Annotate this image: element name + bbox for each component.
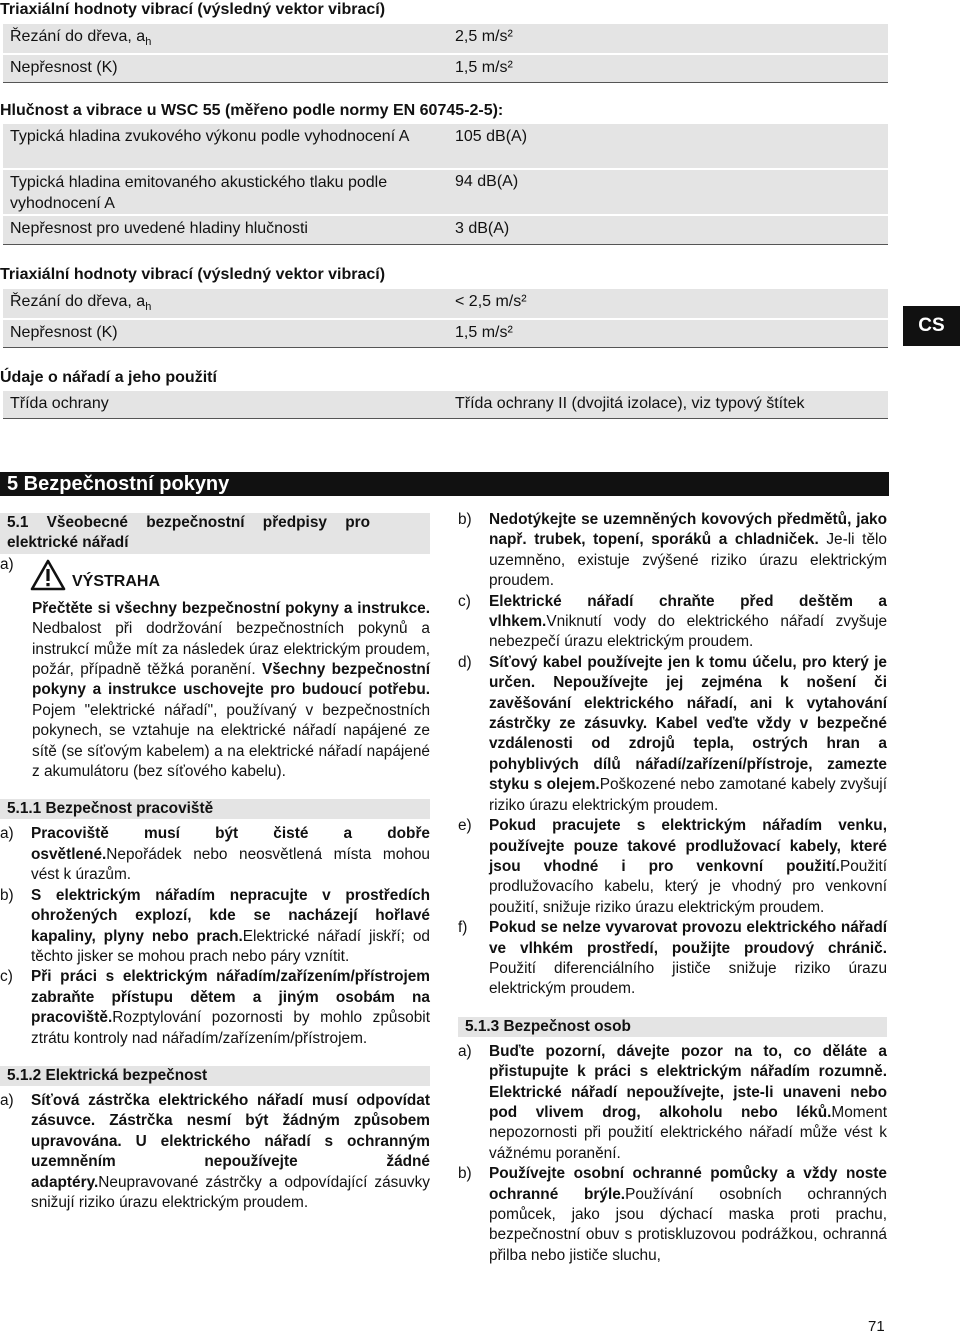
table-row: Typická hladina zvukového výkonu podle vyhodnocení A 105 dB(A) [3, 124, 888, 169]
left-column [0, 513, 430, 1213]
section-5-1-heading: 5.1 Všeobecné bezpečnostní předpisy pro elektrické nářadí [0, 513, 430, 554]
warning-block: a) VÝSTRAHA Přečtěte si všechny bezpečnostní pokyny a instrukce. Nedbalost při dodržování bezpečnostních pokynů a instrukcí může mít za následek úraz elektrickým proudem, požár, případně těžká poranění. Všechny bezpečnostní pokyny a instrukce uschovejte pro budoucí potřebu. Pojem "elektrické nářadí", používaný v bezpečnostních pokynech, se vztahuje na elektrické nářadí napájené ze sítě (se síťovým kabelem) a na elektrické nářadí napájené z akumulátoru (bez síťového kabelu). [0, 563, 430, 783]
table-row: Třída ochrany Třída ochrany II (dvojitá izolace), viz typový štítek [3, 391, 888, 419]
table-row: Řezání do dřeva, $a_h$ < 2,5 m/s² [3, 289, 888, 319]
list-item: a) Síťová zástrčka elektrického nářadí musí odpovídat zásuvce. Zástrčka nesmí být žádným způsobem upravována. U elektrického nářadí s ochranným uzemněním nepoužívejte žádné adaptéry.Neupravované zástrčky a odpovídající zásuvky snižují riziko úrazu elektrickým proudem. [0, 1091, 430, 1211]
section-5-1-2-heading: 5.1.2 Elektrická bezpečnost [0, 1066, 430, 1086]
chapter-title: 5 Bezpečnostní pokyny [0, 472, 889, 496]
list-item: a) Pracoviště musí být čisté a dobře osvětlené.Nepořádek nebo neosvětlená místa mohou vést k úrazům. [0, 825, 430, 884]
table-row: Řezání do dřeva, $a_h$ 2,5 m/s² [3, 24, 888, 54]
tool-table [3, 391, 888, 419]
list-item: b) Nedotýkejte se uzemněných kovových předmětů, jako např. trubek, topení, sporáků a chladniček. Je-li tělo uzemněno, existuje zvýšené riziko úrazu elektrickým proudem. [458, 511, 887, 590]
section-5-1-1-heading: 5.1.1 Bezpečnost pracoviště [0, 799, 430, 819]
noise-heading: Hlučnost a vibrace u WSC 55 (měřeno podle normy EN 60745-2-5): [0, 102, 504, 119]
vibration-table-2 [3, 289, 888, 348]
table-row: Nepřesnost (K) 1,5 m/s² [3, 319, 888, 348]
list-item: c) Při práci s elektrickým nářadím/zařízením/přístrojem zabraňte přístupu dětem a jiným osobám na pracoviště.Rozptylování pozornosti by mohlo způsobit ztrátu kontroly nad nářadím/zařízením/přístrojem. [0, 968, 430, 1047]
list-item: b) S elektrickým nářadím nepracujte v prostředích ohrožených explozí, kde se nacházejí hořlavé kapaliny, plyny nebo prach.Elektrické nářadí jiskří; od těchto jisker se mohou prach nebo páry vznítit. [0, 886, 430, 965]
list-item: c) Elektrické nářadí chraňte před deštěm a vlhkem.Vniknutí vody do elektrického nářadí zvyšuje nebezpečí úrazu elektrickým proudem. [458, 592, 887, 651]
page-number: 71 [868, 1318, 885, 1335]
list-item: d) Síťový kabel používejte jen k tomu účelu, pro který je určen. Nepoužívejte jej zejména k nošení či zavěšování elektrického nářadí, ani k vytahování zástrčky ze zásuvky. Kabel veďte vždy v bezpečné vzdálenosti od zdrojů tepla, ostrých hran a pohyblivých dílů nářadí/zařízení/přístroje, zamezte styku s olejem.Poškozené nebo zamotané kabely zvyšují riziko úrazu elektrickým proudem. [458, 653, 887, 814]
table-row: Nepřesnost pro uvedené hladiny hlučnosti 3 dB(A) [3, 215, 888, 245]
list-item: b) Používejte osobní ochranné pomůcky a vždy noste ochranné brýle.Používání osobních ochranných pomůcek, jako jsou dýchací maska proti prachu, bezpečnostní obuv s protiskluzovou podrážkou, ochranná přilba nebo jističe sluchu, [458, 1165, 887, 1264]
vibration-heading-1: Triaxiální hodnoty vibrací (výsledný vektor vibrací) [0, 1, 386, 18]
list-item: f) Pokud se nelze vyvarovat provozu elektrického nářadí ve vlhkém prostředí, použijte proudový chránič. Použití diferenciálního jističe snižuje riziko úrazu elektrickým proudem. [458, 919, 887, 998]
tool-heading: Údaje o nářadí a jeho použití [0, 369, 217, 386]
noise-table [3, 124, 888, 245]
list-item: e) Pokud pracujete s elektrickým nářadím venku, používejte pouze takové prodlužovací kabely, které jsou vhodné i pro venkovní použití.Použití prodlužovacího kabelu, který je vhodný pro venkovní použití, snižuje riziko úrazu elektrickým proudem. [458, 817, 887, 916]
warning-header [32, 563, 430, 599]
warning-text: Přečtěte si všechny bezpečnostní pokyny a instrukce. Nedbalost při dodržování bezpečnostních pokynů a instrukcí může mít za následek úraz elektrickým proudem, požár, případně těžká poranění. Všechny bezpečnostní pokyny a instrukce uschovejte pro budoucí potřebu. Pojem "elektrické nářadí", používaný v bezpečnostních pokynech, se vztahuje na elektrické nářadí napájené ze sítě (se síťovým kabelem) a na elektrické nářadí napájené z akumulátoru (bez síťového kabelu). [32, 599, 430, 781]
warning-triangle-icon [30, 559, 66, 591]
table-row: Nepřesnost (K) 1,5 m/s² [3, 54, 888, 83]
table-row: Typická hladina emitovaného akustického tlaku podle vyhodnocení A 94 dB(A) [3, 169, 888, 215]
warning-title: VÝSTRAHA [72, 572, 161, 590]
vibration-table-1 [3, 24, 888, 83]
list-item: a) Buďte pozorní, dávejte pozor na to, co děláte a přistupujte k práci s elektrickým nářadím rozumně. Elektrické nářadí nepoužívejte, jste-li unaveni nebo pod vlivem drog, alkoholu nebo léků.Moment nepozornosti při použití elektrického nářadí může vést k vážnému poranění. [458, 1042, 887, 1162]
section-5-1-3-heading: 5.1.3 Bezpečnost osob [458, 1017, 887, 1037]
language-tab: CS [903, 306, 960, 346]
right-column [458, 510, 887, 1266]
vibration-heading-2: Triaxiální hodnoty vibrací (výsledný vektor vibrací) [0, 266, 386, 283]
